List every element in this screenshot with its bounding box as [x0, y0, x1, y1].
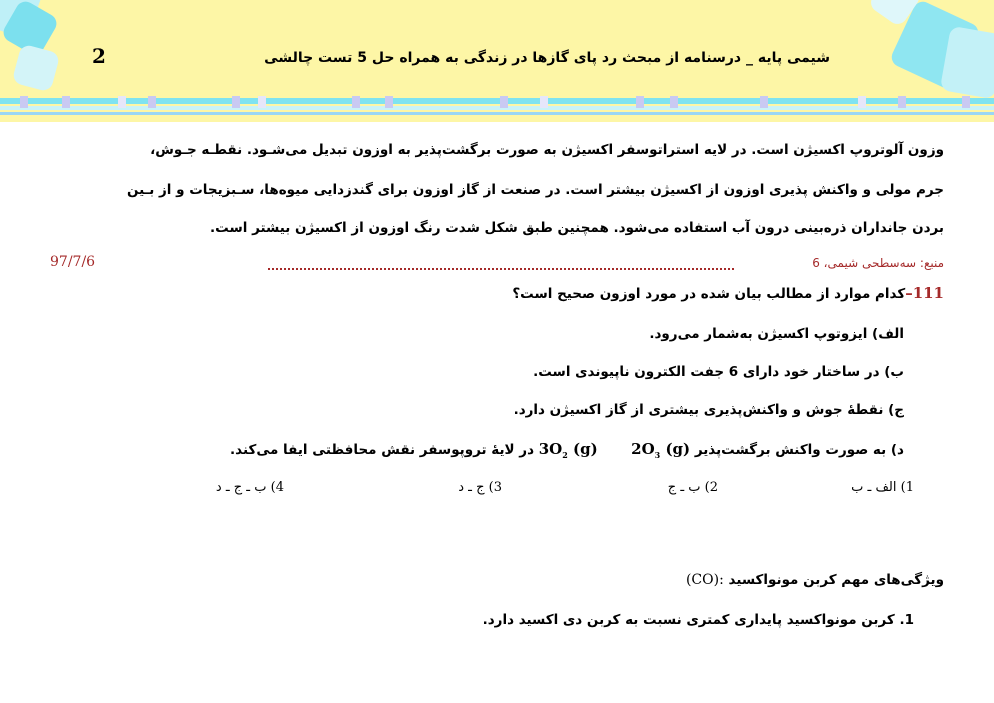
- passage-line: وزون آلوتروپ اکسیژن است. در لایه استراتوسفر اکسیژن به صورت برگشت‌پذیر به اوزون تبدیل می‌شـود. نقطـه جـوش،: [150, 142, 944, 158]
- formula-product: $2O_3$ (g): [631, 440, 691, 460]
- heading-formula: (CO):: [685, 572, 724, 588]
- page-number: 2: [92, 44, 106, 68]
- decor-square: [12, 44, 61, 93]
- source-date: 97/7/6: [50, 254, 96, 270]
- option-4[interactable]: 4) ب ـ ج ـ د: [215, 480, 284, 495]
- question-text: کدام موارد از مطالب بیان شده در مورد اوزون صحیح است؟: [512, 286, 906, 302]
- passage-line: جرم مولی و واکنش پذیری اوزون از اکسیژن بیشتر است. در صنعت از گاز اوزون برای گندزدایی میوه‌ها، سـبزیجات و از بـین: [126, 182, 944, 198]
- statement-c: ج) نقطۀ جوش و واکنش‌پذیری بیشتری از گاز اکسیژن دارد.: [513, 402, 904, 418]
- option-1[interactable]: 1) الف ـ ب: [851, 480, 914, 495]
- passage-line: بردن جانداران ذره‌بینی درون آب استفاده می‌شود. همچنین طبق شکل شدت رنگ اوزون از اکسیژن بیشتر است.: [210, 220, 944, 236]
- header-title: شیمی پایه _ درسنامه از مبحث رد پای گازها در زندگی به همراه حل 5 تست چالشی: [264, 50, 830, 66]
- page-header: [0, 0, 994, 122]
- statement-d: [230, 440, 904, 460]
- header-stripe: [0, 96, 994, 122]
- section-heading: ویژگی‌های مهم کربن مونواکسید (CO):: [685, 572, 944, 588]
- formula-reactant: $3O_2$ (g): [538, 440, 598, 460]
- statement-a: الف) ایزوتوپ اکسیژن به‌شمار می‌رود.: [649, 326, 904, 342]
- source-label: منبع: سه‌سطحی شیمی، 6: [812, 256, 944, 270]
- source-line: [50, 256, 944, 274]
- statement-b: ب) در ساختار خود دارای 6 جفت الکترون ناپیوندی است.: [533, 364, 904, 380]
- question-number: 111: [912, 284, 944, 302]
- option-3[interactable]: 3) ج ـ د: [458, 480, 502, 495]
- section-point-1: 1. کربن مونواکسید پایداری کمتری نسبت به کربن دی اکسید دارد.: [482, 612, 914, 628]
- statement-d-suffix: در لایۀ تروپوسفر نقش محافظتی ایفا می‌کند.: [230, 442, 534, 458]
- question-stem: 111–کدام موارد از مطالب بیان شده در مورد اوزون صحیح است؟: [512, 284, 944, 302]
- option-2[interactable]: 2) ب ـ ج: [667, 480, 718, 495]
- statement-d-prefix: د) به صورت واکنش برگشت‌پذیر: [694, 442, 904, 458]
- dotted-leader: [268, 268, 734, 270]
